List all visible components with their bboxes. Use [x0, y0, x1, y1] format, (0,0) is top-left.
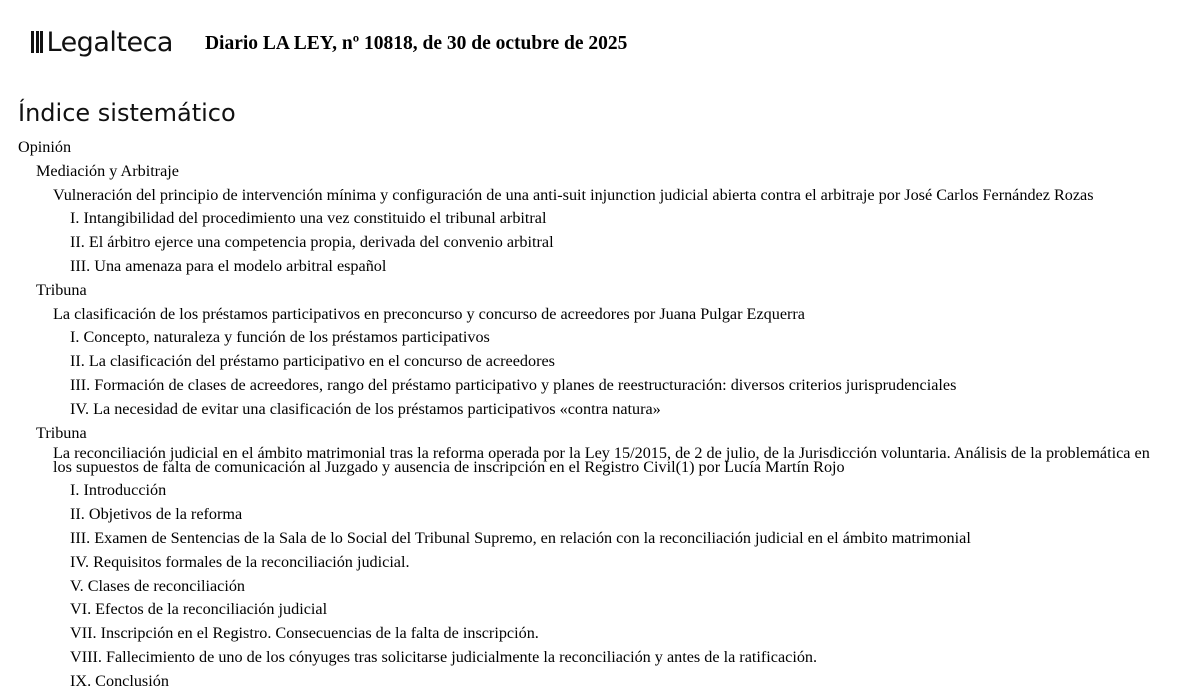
- page-header: [31, 22, 627, 62]
- toc-chapter[interactable]: I. Intangibilidad del procedimiento una vez constituido el tribunal arbitral: [70, 209, 547, 228]
- toc-chapter[interactable]: VIII. Fallecimiento de uno de los cónyuges tras solicitarse judicialmente la reconciliación y antes de la ratificación.: [70, 647, 818, 666]
- toc-chapter[interactable]: III. Formación de clases de acreedores, rango del préstamo participativo y planes de reestructuración: diversos criterios jurisprudenciales: [70, 375, 957, 394]
- toc-chapter[interactable]: III. Examen de Sentencias de la Sala de lo Social del Tribunal Supremo, en relación con la reconciliación judicial en el ámbito matrimonial: [70, 528, 971, 547]
- toc-chapter[interactable]: I. Concepto, naturaleza y función de los préstamos participativos: [70, 328, 490, 347]
- toc-category[interactable]: Tribuna: [36, 280, 87, 299]
- toc-chapter[interactable]: VI. Efectos de la reconciliación judicial: [70, 600, 328, 619]
- toc-chapter[interactable]: IX. Conclusión: [70, 671, 169, 690]
- toc-article[interactable]: La clasificación de los préstamos participativos en preconcurso y concurso de acreedores por Juana Pulgar Ezquerra: [53, 304, 805, 323]
- logo-text: Legalteca: [46, 26, 173, 58]
- toc-chapter[interactable]: V. Clases de reconciliación: [70, 576, 246, 595]
- toc-chapter[interactable]: II. Objetivos de la reforma: [70, 505, 243, 524]
- issue-title: Diario LA LEY, nº 10818, de 30 de octubre de 2025: [204, 33, 628, 54]
- toc-category[interactable]: Tribuna: [36, 423, 87, 442]
- toc-chapter[interactable]: IV. La necesidad de evitar una clasificación de los préstamos participativos «contra natura»: [70, 399, 661, 418]
- toc-chapter[interactable]: II. El árbitro ejerce una competencia propia, derivada del convenio arbitral: [70, 233, 554, 252]
- toc-article[interactable]: La reconciliación judicial en el ámbito matrimonial tras la reforma operada por la Ley 15/2015, de 2 de julio, de la Jurisdicción voluntaria. Análisis de la problemática en los supuestos de falta de comunicación al Juzgado y ausencia de inscripción en el Registro Civil(1) por Lucía Martín Rojo: [53, 444, 1150, 477]
- toc-section-opinion[interactable]: Opinión: [18, 138, 72, 156]
- toc-chapter[interactable]: I. Introducción: [70, 481, 167, 500]
- toc-chapter[interactable]: III. Una amenaza para el modelo arbitral español: [70, 256, 387, 275]
- table-of-contents: [18, 137, 1157, 695]
- logo-bars-icon: [31, 31, 45, 53]
- toc-chapter[interactable]: IV. Requisitos formales de la reconciliación judicial.: [70, 552, 410, 571]
- toc-chapter[interactable]: II. La clasificación del préstamo participativo en el concurso de acreedores: [70, 352, 555, 371]
- legalteca-logo[interactable]: [31, 27, 173, 58]
- toc-chapter[interactable]: VII. Inscripción en el Registro. Consecuencias de la falta de inscripción.: [70, 624, 539, 643]
- index-title: Índice sistemático: [18, 99, 236, 127]
- toc-category[interactable]: Mediación y Arbitraje: [36, 161, 179, 180]
- toc-article[interactable]: Vulneración del principio de intervención mínima y configuración de una anti-suit injunction judicial abierta contra el arbitraje por José Carlos Fernández Rozas: [53, 185, 1094, 204]
